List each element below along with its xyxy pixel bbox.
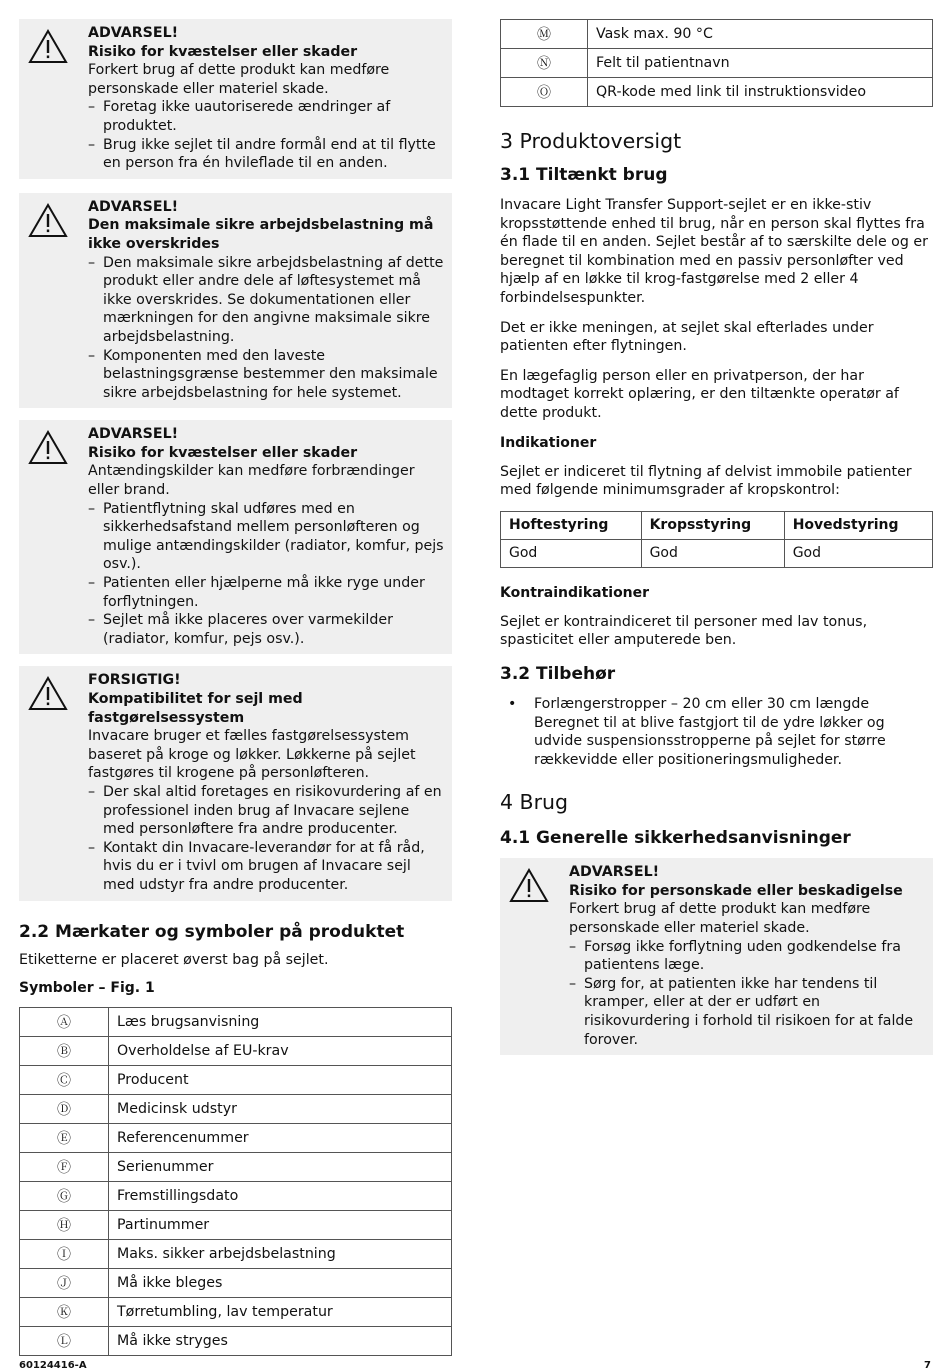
table-row: [20, 1066, 452, 1095]
symbol-letter: Ⓖ: [20, 1182, 109, 1211]
symbol-letter: Ⓗ: [20, 1211, 109, 1240]
symbol-label: Maks. sikker arbejdsbelastning: [109, 1240, 452, 1269]
table-header-row: [501, 511, 933, 539]
symbol-label: Referencenummer: [109, 1124, 452, 1153]
table-cell: God: [784, 539, 932, 567]
accessory-description: Beregnet til at blive fastgjort til de ydre løkker og udvide suspensionsstropperne på sejlet for større rækkevidde eller positioneringsmuligheder.: [534, 714, 886, 768]
warning-item: – Foretag ikke uautoriserede ændringer af produktet.: [88, 98, 444, 135]
warning-list: [88, 98, 444, 172]
indications-heading: Indikationer: [500, 434, 597, 451]
symbol-label: Producent: [109, 1066, 452, 1095]
warning-triangle-icon: [28, 430, 68, 465]
table-row: [20, 1327, 452, 1356]
contraindications-heading: Kontraindikationer: [500, 584, 650, 601]
warning-list: [88, 254, 444, 403]
section-heading-3: 3 Produktoversigt: [500, 129, 682, 153]
symbol-letter: Ⓘ: [20, 1240, 109, 1269]
warning-list: [88, 783, 444, 895]
warning-item: – Komponenten med den laveste belastningsgrænse bestemmer den maksimale sikre arbejdsbelastning for hele systemet.: [88, 347, 444, 403]
symbol-letter: Ⓓ: [20, 1095, 109, 1124]
column-header: Kropsstyring: [641, 511, 784, 539]
warning-item: – Forsøg ikke forflytning uden godkendelse fra patientens læge.: [569, 938, 925, 975]
symbol-label: Fremstillingsdato: [109, 1182, 452, 1211]
warning-box-4: [500, 858, 933, 1055]
warning-list: [88, 500, 444, 649]
left-column: [19, 0, 452, 1356]
symbols-table: [19, 1007, 452, 1356]
warning-intro: Forkert brug af dette produkt kan medføre personskade eller materiel skade.: [569, 901, 871, 937]
warning-triangle-icon: [509, 868, 549, 903]
table-row: [20, 1211, 452, 1240]
warning-intro: Invacare bruger et fælles fastgørelsessystem baseret på kroge og løkker. Løkkerne på sejlet fastgøres til krogene på personløfteren.: [88, 728, 416, 782]
symbol-letter: Ⓛ: [20, 1327, 109, 1356]
signal-word: ADVARSEL!: [88, 198, 179, 215]
symbol-label: QR-kode med link til instruktionsvideo: [588, 78, 933, 107]
contraindications-text: Sejlet er kontraindiceret til personer med lav tonus, spasticitet eller amputerede ben.: [500, 613, 868, 649]
intended-use-paragraph: Invacare Light Transfer Support-sejlet er en ikke-stiv kropsstøttende enhed til brug, når en person skal flyttes fra én flade til en anden. Sejlet består af to særskilte dele og er beregnet til kombination med en passiv personløfter ved hjælp af en løkke til krog-fastgørelse med 2 eller 4 forbindelsespunkter.: [500, 197, 928, 306]
table-row: [501, 78, 933, 107]
warning-title: Risiko for personskade eller beskadigelse: [569, 882, 903, 899]
table-row: [20, 1124, 452, 1153]
warning-title: Risiko for kvæstelser eller skader: [88, 43, 358, 60]
labels-location-text: Etiketterne er placeret øverst bag på sejlet.: [19, 951, 329, 968]
warning-item: – Der skal altid foretages en risikovurdering af en professionel inden brug af Invacare sejlene med personløftere fra andre producenter.: [88, 783, 444, 839]
table-row: [501, 20, 933, 49]
warning-item: – Patientflytning skal udføres med en sikkerhedsafstand mellem personløfteren og mulige antændingskilder (radiator, komfur, pejs osv.).: [88, 500, 444, 574]
symbol-label: Overholdelse af EU-krav: [109, 1037, 452, 1066]
symbol-letter: Ⓜ: [501, 20, 588, 49]
table-cell: God: [641, 539, 784, 567]
signal-word: ADVARSEL!: [88, 426, 179, 443]
symbol-letter: Ⓞ: [501, 78, 588, 107]
intended-use-paragraph: En lægefaglig person eller en privatperson, der har modtaget korrekt oplæring, er den tiltænkte operatør af dette produkt.: [500, 367, 899, 421]
warning-item: – Brug ikke sejlet til andre formål end at til flytte en person fra én hvileflade til en anden.: [88, 136, 444, 173]
symbol-letter: Ⓙ: [20, 1269, 109, 1298]
symbol-letter: Ⓒ: [20, 1066, 109, 1095]
warning-triangle-icon: [28, 29, 68, 64]
page-number: 7: [924, 1360, 931, 1371]
table-row: [20, 1240, 452, 1269]
warning-title: Risiko for kvæstelser eller skader: [88, 444, 358, 461]
column-header: Hoftestyring: [501, 511, 642, 539]
symbol-letter: Ⓚ: [20, 1298, 109, 1327]
body-control-table: [500, 511, 933, 568]
warning-title: Den maksimale sikre arbejdsbelastning må ikke overskrides: [88, 217, 434, 252]
table-row: [20, 1037, 452, 1066]
section-heading-4: 4 Brug: [500, 790, 569, 815]
table-row: [20, 1008, 452, 1037]
symbol-letter: Ⓐ: [20, 1008, 109, 1037]
bullet-icon: •: [508, 695, 517, 712]
section-heading-4-1: 4.1 Generelle sikkerhedsanvisninger: [500, 828, 851, 849]
table-row: [20, 1182, 452, 1211]
accessory-item: [500, 695, 933, 769]
signal-word: ADVARSEL!: [88, 25, 179, 41]
symbols-heading: Symboler – Fig. 1: [19, 980, 155, 997]
symbol-letter: Ⓑ: [20, 1037, 109, 1066]
symbol-letter: Ⓕ: [20, 1153, 109, 1182]
warning-box-1: [19, 19, 452, 179]
table-row: [20, 1095, 452, 1124]
indications-text: Sejlet er indiceret til flytning af delvist immobile patienter med følgende minimumsgrader af kropskontrol:: [500, 463, 912, 499]
warning-triangle-icon: [28, 203, 68, 238]
symbol-label: Vask max. 90 °C: [588, 20, 933, 49]
symbol-label: Må ikke stryges: [109, 1327, 452, 1356]
right-column: [500, 0, 933, 1067]
intended-use-paragraph: Det er ikke meningen, at sejlet skal efterlades under patienten efter flytningen.: [500, 319, 874, 355]
column-header: Hovedstyring: [784, 511, 932, 539]
document-number: 60124416-A: [19, 1360, 87, 1371]
warning-list: [569, 938, 925, 1050]
symbols-table-continued: [500, 19, 933, 107]
table-row: [20, 1298, 452, 1327]
table-row: [501, 49, 933, 78]
warning-intro: Antændingskilder kan medføre forbrændinger eller brand.: [88, 463, 415, 499]
symbol-label: Medicinsk udstyr: [109, 1095, 452, 1124]
warning-item: – Sejlet må ikke placeres over varmekilder (radiator, komfur, pejs osv.).: [88, 611, 444, 648]
signal-word: ADVARSEL!: [569, 864, 660, 881]
section-heading-3-2: 3.2 Tilbehør: [500, 663, 616, 684]
table-row: [20, 1153, 452, 1182]
symbol-letter: Ⓔ: [20, 1124, 109, 1153]
table-cell: God: [501, 539, 642, 567]
warning-item: – Sørg for, at patienten ikke har tendens til kramper, eller at der er udført en risikovurdering i forhold til risikoen for at falde forover.: [569, 975, 925, 1049]
symbol-label: Læs brugsanvisning: [109, 1008, 452, 1037]
section-heading-2-2: 2.2 Mærkater og symboler på produktet: [19, 921, 405, 942]
section-heading-3-1: 3.1 Tiltænkt brug: [500, 165, 668, 185]
symbol-letter: Ⓝ: [501, 49, 588, 78]
warning-title: Kompatibilitet for sejl med fastgørelsessystem: [88, 691, 303, 726]
symbol-label: Må ikke bleges: [109, 1269, 452, 1298]
warning-item: – Patienten eller hjælperne må ikke ryge under forflytningen.: [88, 574, 444, 611]
symbol-label: Felt til patientnavn: [588, 49, 933, 78]
warning-item: – Den maksimale sikre arbejdsbelastning af dette produkt eller andre dele af løftesystemet må ikke overskrides. Se dokumentationen eller mærkningen for den angivne maksimale sikre arbejdsbelastning.: [88, 254, 444, 347]
symbol-label: Partinummer: [109, 1211, 452, 1240]
warning-intro: Forkert brug af dette produkt kan medføre personskade eller materiel skade.: [88, 62, 390, 97]
symbol-label: Serienummer: [109, 1153, 452, 1182]
symbol-label: Tørretumbling, lav temperatur: [109, 1298, 452, 1327]
warning-item: – Kontakt din Invacare-leverandør for at få råd, hvis du er i tvivl om brugen af Invacare sejl med udstyr fra andre producenter.: [88, 839, 444, 895]
warning-box-3: [19, 420, 452, 654]
signal-word: FORSIGTIG!: [88, 672, 181, 689]
accessory-title: Forlængerstropper – 20 cm eller 30 cm længde: [534, 695, 870, 712]
caution-box: [19, 666, 452, 900]
table-row: [501, 539, 933, 567]
table-row: [20, 1269, 452, 1298]
warning-box-2: [19, 193, 452, 409]
warning-triangle-icon: [28, 676, 68, 711]
